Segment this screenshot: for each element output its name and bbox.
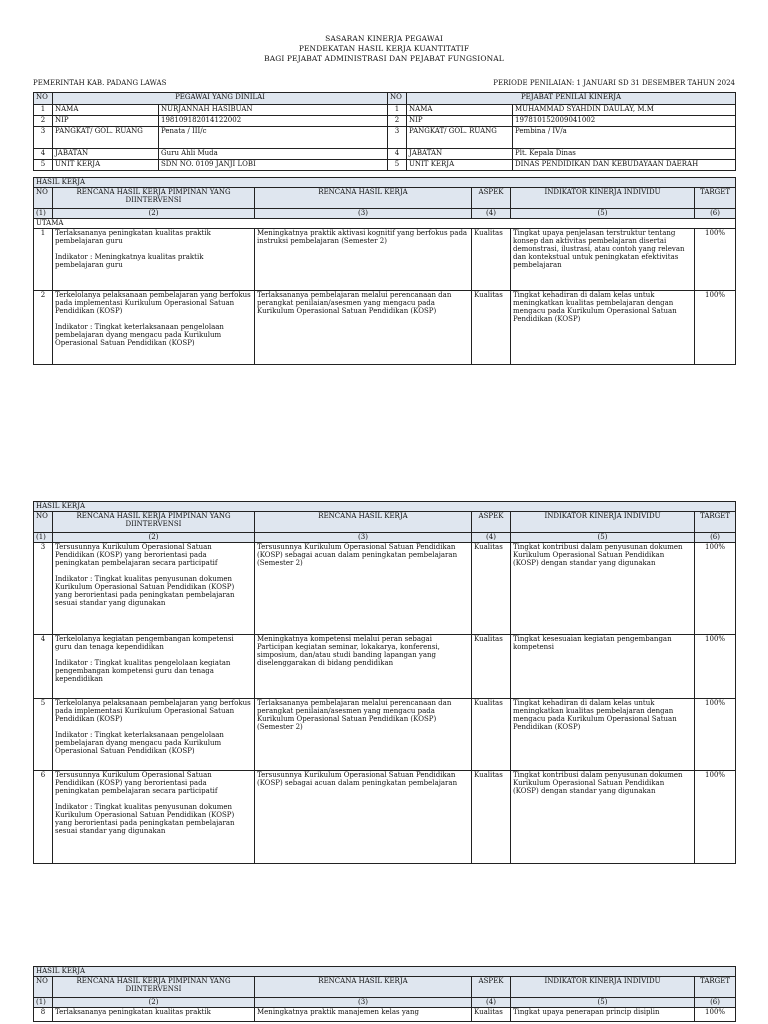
col-number: (2) — [53, 209, 255, 219]
pimpinan-cell: Terkelolanya kegiatan pengembangan kompetensi guru dan tenaga kependidikan Indikator : Tingkat kualitas pengelolaan kegiatan pengembangan kompetensi guru dan tenaga kependidikan — [53, 635, 255, 699]
pimpinan-cell: Terkelolanya pelaksanaan pembelajaran yang berfokus pada implementasi Kurikulum Operasional Satuan Pendidikan (KOSP) Indikator : Tingkat keterlaksanaan pengelolaan pembelajaran dyang mengacu pada Kurikulum Operasional Satuan Pendidikan (KOSP) — [53, 291, 255, 365]
rencana-cell: Meningkatnya praktik manajemen kelas yang — [255, 1008, 472, 1022]
target-cell: 100% — [695, 229, 736, 291]
pimpinan-cell: Terkelolanya pelaksanaan pembelajaran yang berfokus pada implementasi Kurikulum Operasional Satuan Pendidikan (KOSP) Indikator : Tingkat keterlaksanaan pengelolaan pembelajaran dyang mengacu pada Kurikulum Operasional Satuan Pendidikan (KOSP) — [53, 699, 255, 771]
col-number: (4) — [472, 209, 511, 219]
dinilai-value: NURJANNAH HASIBUAN — [159, 105, 388, 116]
col-aspek-header: ASPEK — [472, 977, 511, 998]
table-row — [34, 160, 736, 171]
target-cell: 100% — [695, 1008, 736, 1022]
col-number: (5) — [511, 209, 695, 219]
col-indikator-header: INDIKATOR KINERJA INDIVIDU — [511, 188, 695, 209]
row-no: 5 — [34, 699, 53, 771]
indikator-cell: Tingkat kesesuaian kegiatan pengembangan kompetensi — [511, 635, 695, 699]
row-no: 3 — [34, 127, 53, 149]
row-label: PANGKAT/ GOL. RUANG — [407, 127, 513, 149]
indikator-cell: Tingkat kontribusi dalam penyusunan dokumen Kurikulum Operasional Satuan Pendidikan (KOSP) dengan standar yang digunakan — [511, 543, 695, 635]
penilai-value: 197810152009041002 — [513, 116, 736, 127]
row-no: 3 — [388, 127, 407, 149]
row-no: 5 — [34, 160, 53, 171]
aspek-cell: Kualitas — [472, 291, 511, 365]
table-row — [34, 229, 736, 291]
no-header: NO — [34, 93, 53, 105]
column-number-row — [34, 209, 736, 219]
row-no: 2 — [34, 116, 53, 127]
rencana-cell: Tersusunnya Kurikulum Operasional Satuan Pendidikan (KOSP) sebagai acuan dalam peningkatan pembelajaran (Semester 2) — [255, 543, 472, 635]
aspek-cell: Kualitas — [472, 771, 511, 864]
col-number: (6) — [695, 209, 736, 219]
column-header-row — [34, 977, 736, 998]
col-number: (3) — [255, 998, 472, 1008]
column-number-row — [34, 533, 736, 543]
table-row — [34, 635, 736, 699]
row-no: 3 — [34, 543, 53, 635]
rencana-cell: Tersusunnya Kurikulum Operasional Satuan Pendidikan (KOSP) sebagai acuan dalam peningkatan pembelajaran — [255, 771, 472, 864]
penilai-value: MUHAMMAD SYAHDIN DAULAY, M.M — [513, 105, 736, 116]
col-rencana-header: RENCANA HASIL KERJA — [255, 512, 472, 533]
col-no-header: NO — [34, 512, 53, 533]
col-number: (1) — [34, 209, 53, 219]
row-no: 2 — [388, 116, 407, 127]
indikator-cell: Tingkat upaya penerapan princip disiplin — [511, 1008, 695, 1022]
row-no: 1 — [34, 229, 53, 291]
col-pimpinan-header: RENCANA HASIL KERJA PIMPINAN YANG DIINTERVENSI — [53, 512, 255, 533]
dinilai-value: Penata / III/c — [159, 127, 388, 149]
col-number: (3) — [255, 209, 472, 219]
col-pimpinan-header: RENCANA HASIL KERJA PIMPINAN YANG DIINTERVENSI — [53, 977, 255, 998]
column-number-row — [34, 998, 736, 1008]
penilai-value: DINAS PENDIDIKAN DAN KEBUDAYAAN DAERAH — [513, 160, 736, 171]
column-header-row — [34, 188, 736, 209]
col-number: (6) — [695, 998, 736, 1008]
col-number: (1) — [34, 998, 53, 1008]
col-rencana-header: RENCANA HASIL KERJA — [255, 188, 472, 209]
aspek-cell: Kualitas — [472, 699, 511, 771]
pimpinan-cell: Terlaksananya peningkatan kualitas praktik — [53, 1008, 255, 1022]
col-aspek-header: ASPEK — [472, 512, 511, 533]
no-header: NO — [388, 93, 407, 105]
target-cell: 100% — [695, 543, 736, 635]
doc-title-line2: PENDEKATAN HASIL KERJA KUANTITATIF — [298, 44, 470, 53]
dinilai-value: 198109182014122002 — [159, 116, 388, 127]
row-label: PANGKAT/ GOL. RUANG — [53, 127, 159, 149]
row-no: 1 — [34, 105, 53, 116]
col-number: (5) — [511, 998, 695, 1008]
col-rencana-header: RENCANA HASIL KERJA — [255, 977, 472, 998]
col-number: (6) — [695, 533, 736, 543]
aspek-cell: Kualitas — [472, 635, 511, 699]
penilai-value: Pembina / IV/a — [513, 127, 736, 149]
row-label: NAMA — [53, 105, 159, 116]
rencana-cell: Meningkatnya kompetensi melalui peran sebagai Participan kegiatan seminar, lokakarya, konferensi, simposium, dan/atau studi banding lapangan yang diselenggarakan di bidang pendidikan — [255, 635, 472, 699]
row-no: 2 — [34, 291, 53, 365]
col-target-header: TARGET — [695, 977, 736, 998]
periode-label: PERIODE PENILAIAN: 1 JANUARI SD 31 DESEMBER TAHUN 2024 — [493, 79, 735, 87]
section-label: HASIL KERJA — [34, 502, 736, 512]
table-row — [34, 149, 736, 160]
row-label: NAMA — [407, 105, 513, 116]
target-cell: 100% — [695, 291, 736, 365]
col-number: (3) — [255, 533, 472, 543]
instansi-label: PEMERINTAH KAB. PADANG LAWAS — [33, 79, 167, 87]
col-number: (2) — [53, 533, 255, 543]
table-row — [34, 116, 736, 127]
aspek-cell: Kualitas — [472, 229, 511, 291]
pimpinan-cell: Tersusunnya Kurikulum Operasional Satuan Pendidikan (KOSP) yang berorientasi pada peningkatan pembelajaran secara participatif Indikator : Tingkat kualitas penyusunan dokumen Kurikulum Operasional Satuan Pendidikan (KOSP) yang berorientasi pada peningkatan pembelajaran sesuai standar yang digunakan — [53, 771, 255, 864]
table-row — [34, 1008, 736, 1022]
table-row — [34, 771, 736, 864]
hasil-kerja-table-1 — [33, 177, 736, 365]
table-row — [34, 699, 736, 771]
indikator-cell: Tingkat kehadiran di dalam kelas untuk meningkatkan kualitas pembelajaran dengan mengacu pada Kurikulum Operasional Satuan Pendidikan (KOSP) — [511, 699, 695, 771]
row-no: 1 — [388, 105, 407, 116]
hasil-kerja-table-3 — [33, 966, 736, 1022]
row-no: 4 — [34, 635, 53, 699]
hasil-kerja-table-2 — [33, 501, 736, 864]
utama-label: UTAMA — [34, 219, 736, 229]
col-target-header: TARGET — [695, 188, 736, 209]
col-number: (4) — [472, 533, 511, 543]
penilai-value: Plt. Kepala Dinas — [513, 149, 736, 160]
indikator-cell: Tingkat kontribusi dalam penyusunan dokumen Kurikulum Operasional Satuan Pendidikan (KOSP) dengan standar yang digunakan — [511, 771, 695, 864]
col-no-header: NO — [34, 188, 53, 209]
indikator-cell: Tingkat kehadiran di dalam kelas untuk meningkatkan kualitas pembelajaran dengan mengacu pada Kurikulum Operasional Satuan Pendidikan (KOSP) — [511, 291, 695, 365]
section-label: HASIL KERJA — [34, 967, 736, 977]
col-number: (5) — [511, 533, 695, 543]
aspek-cell: Kualitas — [472, 543, 511, 635]
doc-title-line1: SASARAN KINERJA PEGAWAI — [325, 34, 443, 43]
row-no: 6 — [34, 771, 53, 864]
row-label: JABATAN — [53, 149, 159, 160]
row-no: 4 — [34, 149, 53, 160]
header-row — [33, 79, 735, 89]
row-label: UNIT KERJA — [407, 160, 513, 171]
penilai-header: PEJABAT PENILAI KINERJA — [407, 93, 736, 105]
row-label: NIP — [407, 116, 513, 127]
rencana-cell: Meningkatnya praktik aktivasi kognitif yang berfokus pada instruksi pembelajaran (Semester 2) — [255, 229, 472, 291]
col-number: (4) — [472, 998, 511, 1008]
column-header-row — [34, 512, 736, 533]
row-no: 8 — [34, 1008, 53, 1022]
aspek-cell: Kualitas — [472, 1008, 511, 1022]
col-indikator-header: INDIKATOR KINERJA INDIVIDU — [511, 512, 695, 533]
indikator-cell: Tingkat upaya penjelasan terstruktur tentang konsep dan aktivitas pembelajaran disertai demonstrasi, ilustrasi, atau contoh yang relevan dan kontekstual untuk peningkatan efektivitas pembelajaran — [511, 229, 695, 291]
target-cell: 100% — [695, 635, 736, 699]
target-cell: 100% — [695, 699, 736, 771]
col-no-header: NO — [34, 977, 53, 998]
row-label: NIP — [53, 116, 159, 127]
col-pimpinan-header: RENCANA HASIL KERJA PIMPINAN YANG DIINTERVENSI — [53, 188, 255, 209]
rencana-cell: Terlaksananya pembelajaran melalui perencanaan dan perangkat penilaian/asesmen yang mengacu pada Kurikulum Operasional Satuan Pendidikan (KOSP) (Semester 2) — [255, 699, 472, 771]
dinilai-value: Guru Ahli Muda — [159, 149, 388, 160]
pegawai-table — [33, 92, 736, 171]
col-aspek-header: ASPEK — [472, 188, 511, 209]
col-indikator-header: INDIKATOR KINERJA INDIVIDU — [511, 977, 695, 998]
table-row — [34, 291, 736, 365]
dinilai-header: PEGAWAI YANG DINILAI — [53, 93, 388, 105]
row-no: 5 — [388, 160, 407, 171]
pimpinan-cell: Terlaksananya peningkatan kualitas praktik pembelajaran guru Indikator : Meningkatnya kualitas praktik pembelajaran guru — [53, 229, 255, 291]
table-row — [34, 105, 736, 116]
col-number: (1) — [34, 533, 53, 543]
table-row — [34, 543, 736, 635]
row-label: UNIT KERJA — [53, 160, 159, 171]
doc-title-line3: BAGI PEJABAT ADMINISTRASI DAN PEJABAT FUNGSIONAL — [264, 54, 504, 63]
row-label: JABATAN — [407, 149, 513, 160]
section-label: HASIL KERJA — [34, 178, 736, 188]
table-row — [34, 127, 736, 149]
row-no: 4 — [388, 149, 407, 160]
target-cell: 100% — [695, 771, 736, 864]
col-number: (2) — [53, 998, 255, 1008]
pimpinan-cell: Tersusunnya Kurikulum Operasional Satuan Pendidikan (KOSP) yang berorientasi pada peningkatan pembelajaran secara participatif Indikator : Tingkat kualitas penyusunan dokumen Kurikulum Operasional Satuan Pendidikan (KOSP) yang berorientasi pada peningkatan pembelajaran sesuai standar yang digunakan — [53, 543, 255, 635]
col-target-header: TARGET — [695, 512, 736, 533]
rencana-cell: Terlaksananya pembelajaran melalui perencanaan dan perangkat penilaian/asesmen yang mengacu pada Kurikulum Operasional Satuan Pendidikan (KOSP) — [255, 291, 472, 365]
dinilai-value: SDN NO. 0109 JANJI LOBI — [159, 160, 388, 171]
